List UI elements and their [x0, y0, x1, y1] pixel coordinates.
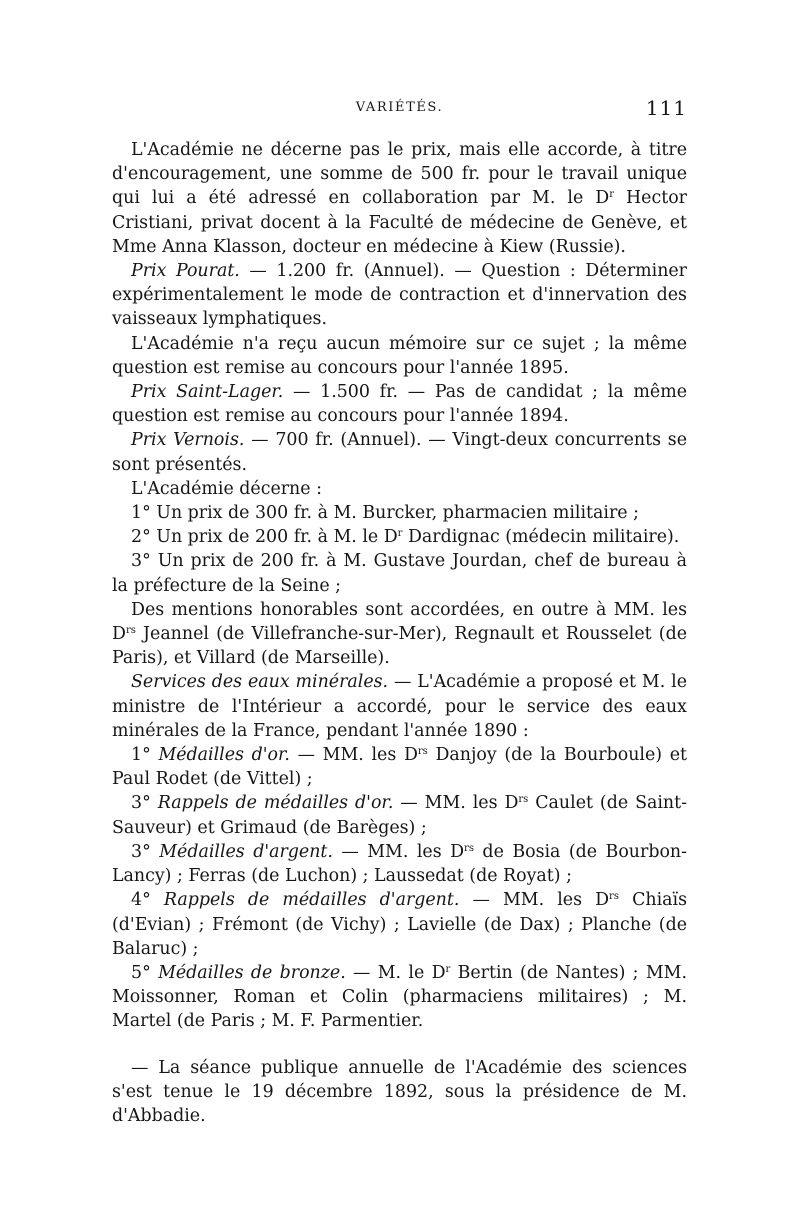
award-title: Médailles d'argent. [159, 841, 333, 862]
award-title: Rappels de médailles d'argent. [163, 890, 460, 911]
paragraph-medailles-argent: 3° Médailles d'argent. — MM. les $D^{rs}$ de Bosia (de Bourbon-Lancy) ; Ferras (de Luchon) ; Laussedat (de Royat) ; [112, 841, 687, 887]
paragraph-second-prize: 2° Un prix de 200 fr. à M. le $D^r$ Dardignac (médecin militaire). [131, 527, 680, 548]
paragraph-honorable-mentions: Des mentions honorables sont accordées, en outre à MM. les $D^{rs}$ Jeannel (de Villefranche-sur-Mer), Regnault et Rousselet (de Paris), et Villard (de Marseille). [112, 599, 687, 669]
paragraph-seance-publique: — La séance publique annuelle de l'Académie des sciences s'est tenue le 19 décembre 1892, sous la présidence de M. d'Abbadie. [112, 1057, 687, 1126]
paragraph-prix-pourat: Prix Pourat. — 1.200 fr. (Annuel). — Question : Déterminer expérimentalement le mode de contraction et d'innervation des vaisseaux lymphatiques. [112, 261, 687, 330]
prize-title: Prix Saint-Lager. [131, 382, 284, 403]
paragraph-klasson: L'Académie ne décerne pas le prix, mais elle accorde, à titre d'encouragement, une somme de 500 fr. pour le travail unique qui lui a été adressé en collaboration par M. le $D^r$ Hector Cristiani, privat docent à la Faculté de médecine de Genève, et Mme Anna Klasson, docteur en médecine à Kiew (Russie). [112, 140, 687, 257]
paragraph-rappels-argent: 4° Rappels de médailles d'argent. — MM. les $D^{rs}$ Chiaïs (d'Evian) ; Frémont (de Vichy) ; Lavielle (de Dax) ; Planche (de Balaruc) ; [112, 890, 687, 959]
prize-title: Prix Pourat. [131, 261, 240, 282]
paragraph-medailles-or: 1° Médailles d'or. — MM. les $D^{rs}$ Danjoy (de la Bourboule) et Paul Rodet (de Vittel) ; [112, 745, 687, 790]
paragraph-third-prize: 3° Un prix de 200 fr. à M. Gustave Jourdan, chef de bureau à la préfecture de la Seine ; [112, 551, 687, 596]
paragraph-medailles-bronze: 5° Médailles de bronze. — M. le $D^r$ Bertin (de Nantes) ; MM. Moissonner, Roman et Colin (pharmaciens militaires) ; M. Martel (de Paris ; M. F. Parmentier. [112, 962, 687, 1032]
running-title: VARIÉTÉS. [355, 100, 444, 115]
award-title: Rappels de médailles d'or. [157, 793, 394, 814]
award-title: Médailles de bronze. [158, 962, 346, 983]
award-title: Médailles d'or. [158, 745, 290, 766]
section-title: Services des eaux minérales. [131, 672, 389, 693]
paragraph-no-memoir: L'Académie n'a reçu aucun mémoire sur ce sujet ; la même question est remise au concours pour l'année 1895. [112, 333, 687, 378]
page-number: 111 [645, 96, 687, 120]
body-text [112, 138, 687, 1128]
document-page [112, 0, 687, 1215]
paragraph-eaux-minerales: Services des eaux minérales. — L'Académie a proposé et M. le ministre de l'Intérieur a accordé, pour le service des eaux minérales de la France, pendant l'année 1890 : [112, 672, 687, 741]
running-header [112, 96, 687, 124]
prize-title: Prix Vernois. [131, 430, 245, 451]
paragraph-first-prize: 1° Un prix de 300 fr. à M. Burcker, pharmacien militaire ; [131, 503, 639, 524]
paragraph-prix-saint-lager: Prix Saint-Lager. — 1.500 fr. — Pas de candidat ; la même question est remise au concours pour l'année 1894. [112, 382, 687, 427]
paragraph-rappels-or: 3° Rappels de médailles d'or. — MM. les $D^{rs}$ Caulet (de Saint-Sauveur) et Grimaud (de Barèges) ; [112, 793, 687, 838]
paragraph-academie-decerne: L'Académie décerne : [131, 478, 322, 499]
paragraph-prix-vernois: Prix Vernois. — 700 fr. (Annuel). — Vingt-deux concurrents se sont présentés. [112, 430, 687, 475]
